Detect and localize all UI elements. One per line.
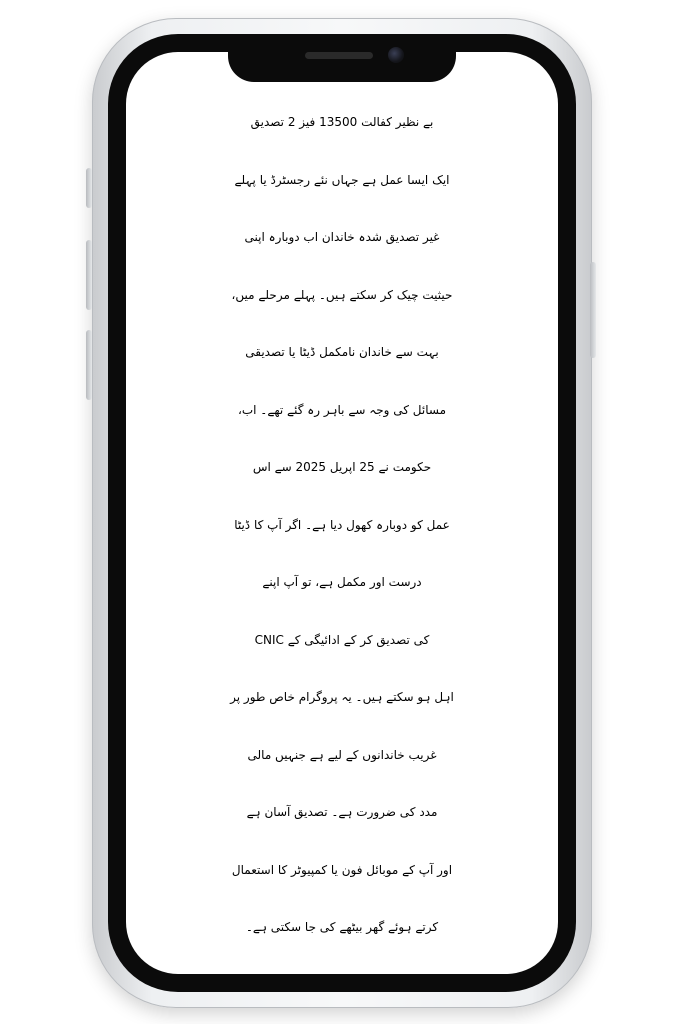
text-line: CNIC کی تصدیق کر کے ادائیگی کے — [254, 632, 430, 647]
speaker-grille — [305, 52, 373, 59]
text-line: غیر تصدیق شدہ خاندان اب دوبارہ اپنی — [244, 230, 440, 244]
text-line: کرتے ہوئے گھر بیٹھے کی جا سکتی ہے۔ — [245, 920, 439, 934]
text-line: مسائل کی وجہ سے باہر رہ گئے تھے۔ اب، — [237, 402, 447, 417]
text-line: ایک ایسا عمل ہے جہاں نئے رجسٹرڈ یا پہلے — [234, 172, 450, 187]
front-camera-icon — [388, 47, 404, 63]
silent-switch — [86, 168, 92, 208]
text-line: عمل کو دوبارہ کھول دیا ہے۔ اگر آپ کا ڈیٹا — [234, 517, 450, 532]
text-line: مدد کی ضرورت ہے۔ تصدیق آسان ہے — [246, 805, 438, 819]
text-line: غریب خاندانوں کے لیے ہے جنہیں مالی — [247, 747, 437, 762]
volume-up-button — [86, 240, 92, 310]
text-line: اور آپ کے موبائل فون یا کمپیوٹر کا استعمال — [231, 862, 453, 877]
volume-down-button — [86, 330, 92, 400]
text-line: درست اور مکمل ہے، تو آپ اپنے — [262, 575, 422, 589]
text-line: اہل ہو سکتے ہیں۔ یہ پروگرام خاص طور پر — [230, 690, 454, 704]
text-line: حکومت نے 25 اپریل 2025 سے اس — [252, 460, 432, 474]
text-line: بہت سے خاندان نامکمل ڈیٹا یا تصدیقی — [245, 345, 439, 359]
article-text — [131, 94, 553, 957]
text-line: حیثیت چیک کر سکتے ہیں۔ پہلے مرحلے میں، — [231, 287, 453, 302]
text-line: بے نظیر کفالت 13500 فیز 2 تصدیق — [250, 115, 434, 129]
power-button — [590, 262, 596, 358]
phone-notch — [228, 44, 456, 82]
